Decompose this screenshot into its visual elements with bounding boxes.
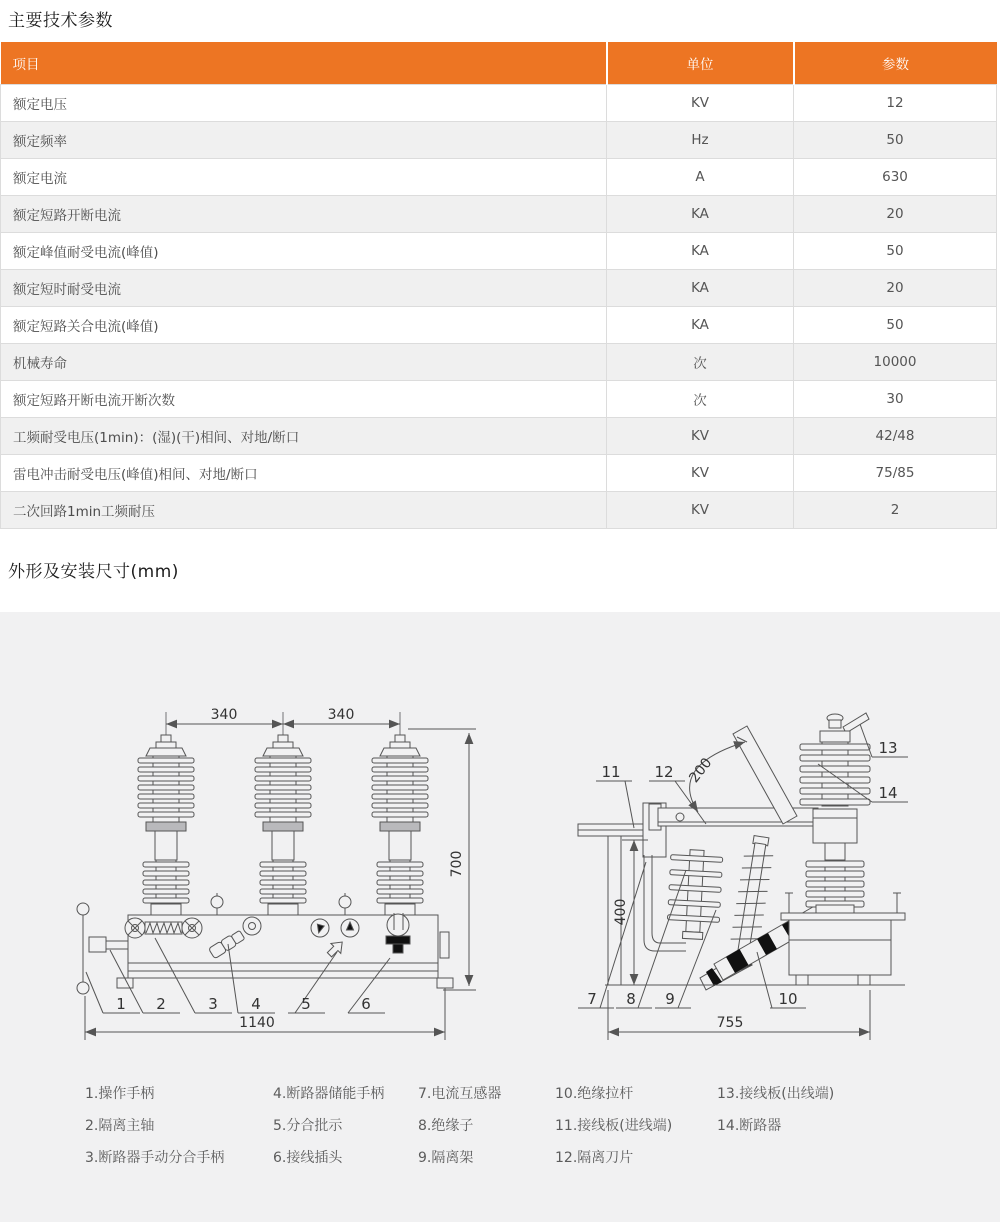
dimension-drawing-panel — [0, 612, 1000, 1222]
unit-cell: KV — [607, 455, 794, 492]
legend-item: 14.断路器 — [717, 1118, 782, 1134]
legend-item: 2.隔离主轴 — [85, 1118, 155, 1134]
unit-cell: KA — [607, 196, 794, 233]
legend-item: 7.电流互感器 — [418, 1086, 502, 1102]
table-header-row — [1, 42, 997, 85]
legend-item: 9.隔离架 — [418, 1150, 474, 1166]
outgoing-terminal-lever — [843, 713, 869, 733]
header-value: 参数 — [794, 42, 997, 85]
table-row — [1, 381, 997, 418]
legend-item: 11.接线板(进线端) — [555, 1118, 673, 1134]
callout-7: 7 — [587, 990, 597, 1008]
item-cell: 额定短路开断电流 — [1, 196, 607, 233]
legend-item: 8.绝缘子 — [418, 1118, 474, 1134]
value-cell: 75/85 — [794, 455, 997, 492]
callout-13: 13 — [878, 739, 898, 757]
table-row — [1, 455, 997, 492]
callout-14: 14 — [878, 784, 898, 802]
item-cell: 工频耐受电压(1min)：(湿)(干)相间、对地/断口 — [1, 418, 607, 455]
table-row — [1, 85, 997, 122]
legend-column-3 — [418, 1078, 501, 1174]
value-cell: 50 — [794, 307, 997, 344]
item-cell: 额定短时耐受电流 — [1, 270, 607, 307]
callout-11: 11 — [601, 763, 621, 781]
value-cell: 50 — [794, 233, 997, 270]
item-cell: 额定短路关合电流(峰值) — [1, 307, 607, 344]
table-row — [1, 233, 997, 270]
table-row — [1, 270, 997, 307]
callout-1: 1 — [116, 995, 126, 1013]
item-cell: 额定频率 — [1, 122, 607, 159]
value-cell: 30 — [794, 381, 997, 418]
unit-cell: KV — [607, 492, 794, 529]
unit-cell: KA — [607, 270, 794, 307]
legend-item: 10.绝缘拉杆 — [555, 1086, 634, 1102]
front-view — [77, 712, 453, 994]
pole-right — [372, 712, 428, 915]
pole-middle — [255, 712, 311, 915]
dim-side-height: 400 — [613, 898, 629, 926]
table-row — [1, 418, 997, 455]
item-cell: 额定峰值耐受电流(峰值) — [1, 233, 607, 270]
dim-front-height: 700 — [449, 850, 465, 878]
unit-cell: 次 — [607, 344, 794, 381]
unit-cell: Hz — [607, 122, 794, 159]
table-row — [1, 122, 997, 159]
value-cell: 20 — [794, 196, 997, 233]
callout-4: 4 — [251, 995, 261, 1013]
table-row — [1, 159, 997, 196]
dim-blade-length: 200 — [686, 755, 716, 786]
unit-cell: A — [607, 159, 794, 196]
value-cell: 42/48 — [794, 418, 997, 455]
value-cell: 50 — [794, 122, 997, 159]
section2-title: 外形及安装尺寸(mm) — [8, 562, 179, 582]
legend-item: 4.断路器储能手柄 — [273, 1086, 385, 1102]
dim-side-width: 755 — [716, 1015, 744, 1031]
legend-item: 5.分合批示 — [273, 1118, 343, 1134]
header-unit: 单位 — [607, 42, 794, 85]
legend-item: 3.断路器手动分合手柄 — [85, 1150, 225, 1166]
callout-10: 10 — [778, 990, 798, 1008]
callout-5: 5 — [301, 995, 311, 1013]
value-cell: 2 — [794, 492, 997, 529]
item-cell: 雷电冲击耐受电压(峰值)相间、对地/断口 — [1, 455, 607, 492]
value-cell: 10000 — [794, 344, 997, 381]
value-cell: 20 — [794, 270, 997, 307]
legend-column-1 — [85, 1078, 224, 1174]
legend-item: 6.接线插头 — [273, 1150, 343, 1166]
legend-column-4 — [555, 1078, 672, 1174]
unit-cell: KV — [607, 418, 794, 455]
item-cell: 二次回路1min工频耐压 — [1, 492, 607, 529]
callout-9: 9 — [665, 990, 675, 1008]
item-cell: 额定电流 — [1, 159, 607, 196]
legend-item: 1.操作手柄 — [85, 1086, 155, 1102]
pole-left — [138, 712, 194, 915]
callout-2: 2 — [156, 995, 166, 1013]
callout-6: 6 — [361, 995, 371, 1013]
value-cell: 630 — [794, 159, 997, 196]
callout-8: 8 — [626, 990, 636, 1008]
legend-item: 12.隔离刀片 — [555, 1150, 634, 1166]
section1-title: 主要技术参数 — [8, 11, 113, 31]
item-cell: 额定电压 — [1, 85, 607, 122]
outline-dimension-drawing — [0, 612, 1000, 1062]
table-row — [1, 307, 997, 344]
side-view — [578, 713, 905, 990]
legend-item: 13.接线板(出线端) — [717, 1086, 835, 1102]
legend-column-5 — [717, 1078, 834, 1142]
callout-12: 12 — [654, 763, 674, 781]
parameters-table — [0, 42, 997, 529]
table-row — [1, 492, 997, 529]
item-cell: 额定短路开断电流开断次数 — [1, 381, 607, 418]
item-cell: 机械寿命 — [1, 344, 607, 381]
unit-cell: 次 — [607, 381, 794, 418]
dim-spacing-left: 340 — [210, 707, 238, 723]
header-item: 项目 — [1, 42, 607, 85]
unit-cell: KV — [607, 85, 794, 122]
table-row — [1, 344, 997, 381]
value-cell: 12 — [794, 85, 997, 122]
dim-front-width: 1140 — [239, 1015, 275, 1031]
post-insulator — [666, 849, 723, 941]
unit-cell: KA — [607, 307, 794, 344]
unit-cell: KA — [607, 233, 794, 270]
legend-column-2 — [273, 1078, 384, 1174]
callout-3: 3 — [208, 995, 218, 1013]
table-row — [1, 196, 997, 233]
dim-spacing-right: 340 — [327, 707, 355, 723]
